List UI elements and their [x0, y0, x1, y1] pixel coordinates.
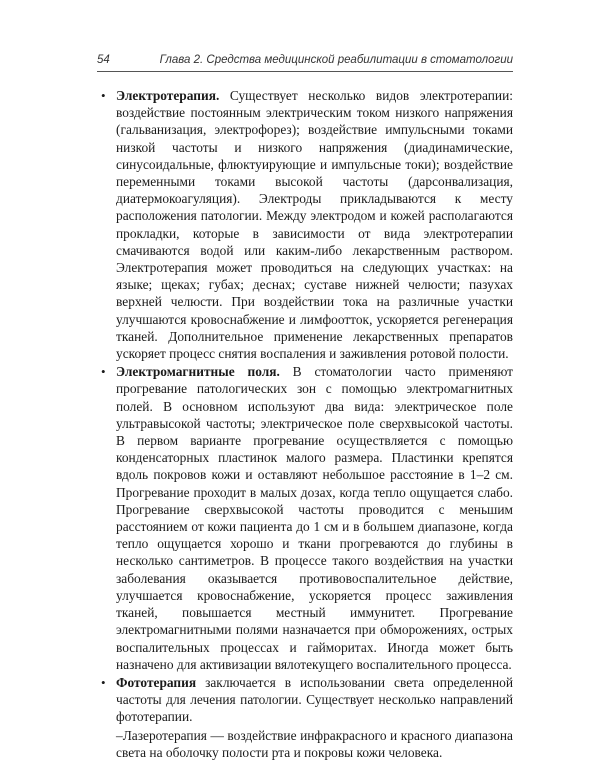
section-text: В стоматологии часто применяют прогревание патологических зон с помощью электромагнитных полей. В основном используют два вида: электрическое поле ультравысокой частоты; электрическое поле сверхвысокой частоты. В первом варианте прогревание осуществляется с помощью конденсаторных пластинок малого размера. Пластинки крепятся вдоль покровов кожи и оставляют небольшое расстояние в 1–2 см. Прогревание проходит в малых дозах, когда тепло ощущается слабо. Прогревание сверхвысокой частоты проводится с меньшим расстоянием от кожи пациента до 1 см и в большем диапазоне, когда тепло ощущается хорошо и ткани прогреваются до глубины в несколько сантиметров. В процессе такого воздействия на участки заболевания оказывается противовоспалительное действие, улучшается кровоснабжение, ускоряется процесс заживления тканей, повышается местный иммунитет. Прогревание электромагнитными полями назначается при обморожениях, острых воспалительных процессах и гайморитах. Иногда может быть назначено для активизации вялотекущего воспалительного процесса. — [116, 364, 513, 672]
body-text — [97, 87, 513, 761]
dash-icon: – — [116, 727, 123, 743]
section-term: Фототерапия — [116, 674, 197, 690]
chapter-title: Глава 2. Средства медицинской реабилитации в стоматологии — [159, 54, 513, 66]
header-rule — [97, 71, 513, 72]
section-term: Электротерапия. — [116, 88, 220, 103]
section-text: Существует несколько видов электротерапии: воздействие постоянным электрическим током низкого напряжения (гальванизация, электрофорез); воздействие импульсными токами низкой частоты и низкого напряжения (диадинамические, синусоидальные, флюктуирующие и импульсные токи); воздействие переменными токами высокой частоты (дарсонвализация, диатермокоагуляция). Электроды прикладываются к месту расположения патологии. Между электродом и кожей располагаются прокладки, которые в зависимости от вида электротерапии смачиваются водой или каким-либо лекарственным раствором. Электротерапия может проводиться на следующих участках: на языке; щеках; губах; деснах; суставе нижней челюсти; пазухах верхней челюсти. При воздействии тока на различные участки улучшаются кровоснабжение и лимфоотток, ускоряется регенерация тканей. Дополнительное применение лекарственных препаратов ускоряет процесс снятия воспаления и заживления ротовой полости. — [116, 88, 513, 362]
bullet-icon: • — [101, 674, 106, 690]
section-electrotherapy — [97, 87, 513, 362]
dash-item-laser-therapy — [97, 727, 513, 761]
bullet-icon: • — [101, 88, 106, 103]
page-number: 54 — [97, 54, 110, 66]
bullet-icon: • — [101, 364, 106, 380]
section-text: заключается в использовании света определенной частоты для лечения патологии. Существует несколько направлений фототерапии. — [116, 674, 513, 725]
section-electromagnetic-fields — [97, 363, 513, 673]
section-phototherapy — [97, 674, 513, 726]
dash-item-text: Лазеротерапия — воздействие инфракрасного и красного диапазона света на оболочку полости рта и покровы кожи человека. — [116, 727, 513, 760]
section-term: Электромагнитные поля. — [116, 364, 280, 380]
running-head — [97, 50, 513, 72]
